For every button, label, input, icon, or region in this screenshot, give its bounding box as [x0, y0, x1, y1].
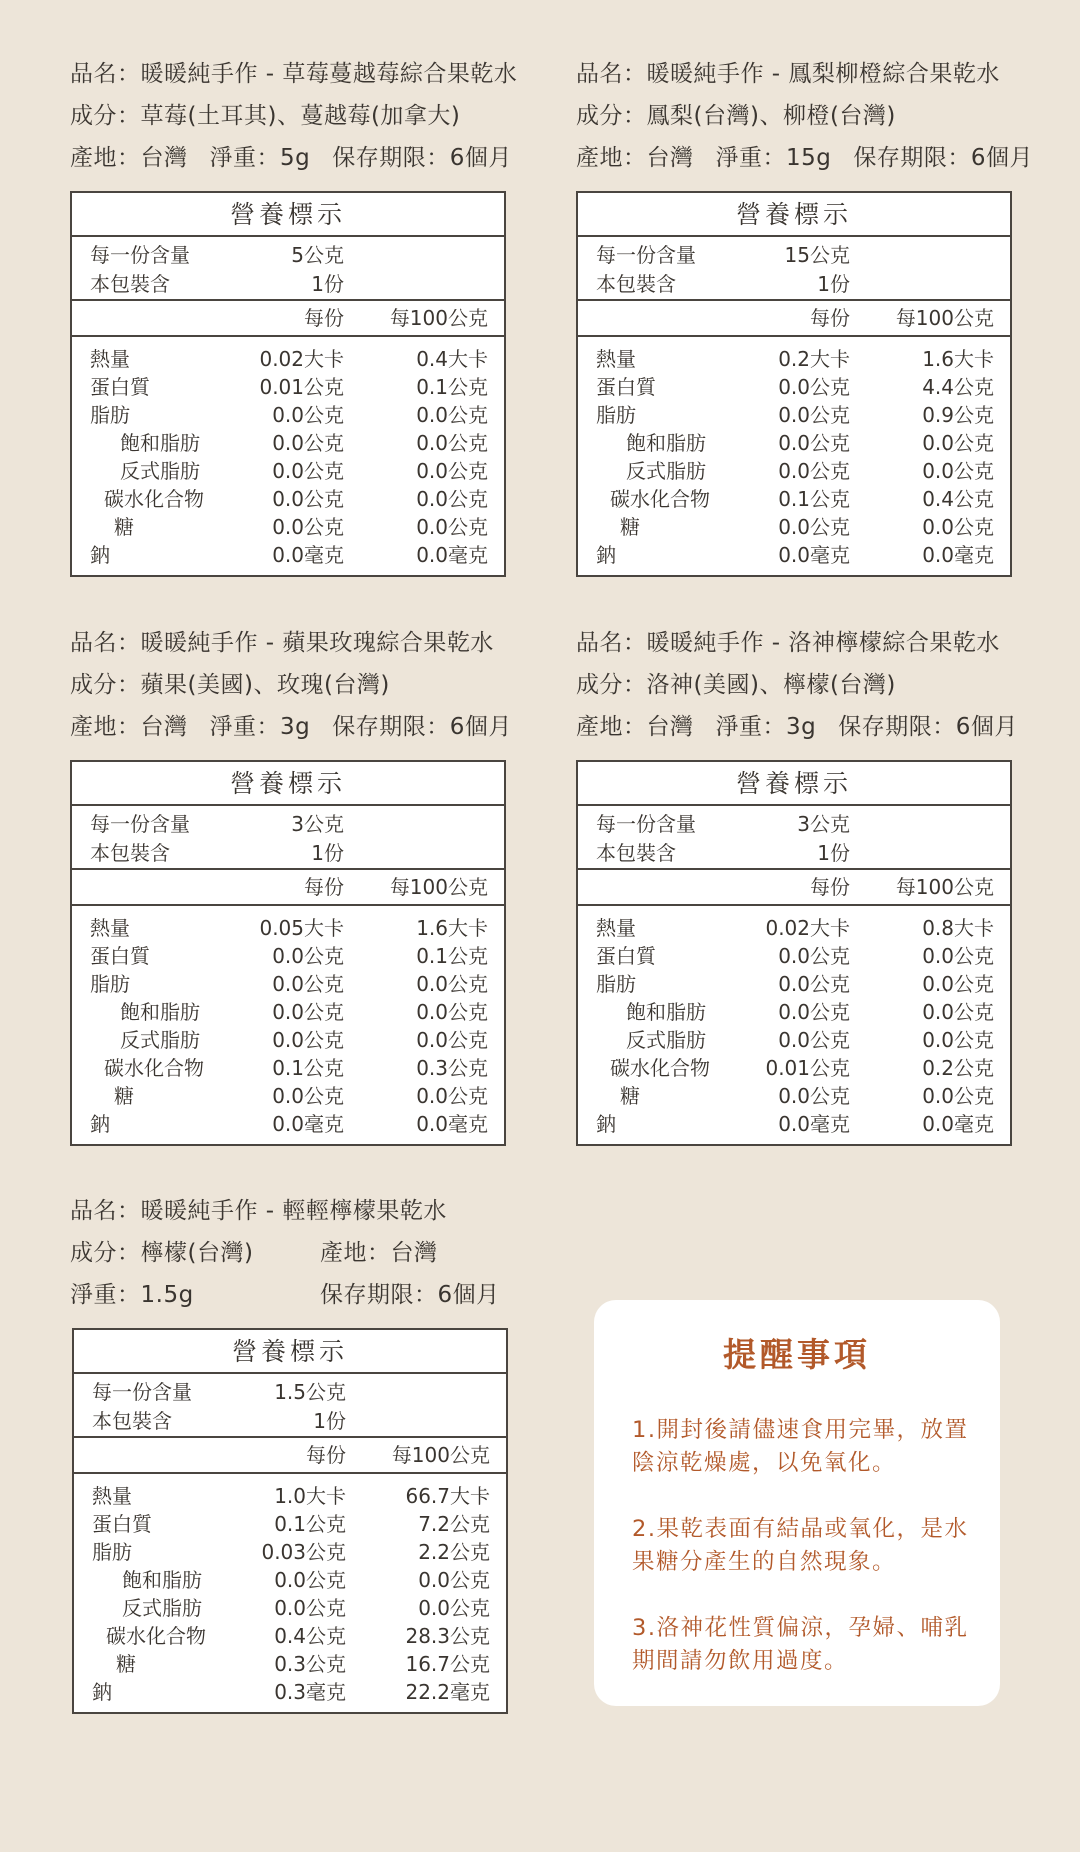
origin: 台灣: [140, 714, 188, 740]
ingredients-line: 成分：草莓(土耳其)、蔓越莓(加拿大): [70, 95, 517, 137]
panel-title: 營養標示: [72, 193, 504, 237]
row-protein: 蛋白質 0.0公克 0.1公克: [90, 944, 488, 968]
ingredients-origin-line: 成分：檸檬(台灣) 產地：台灣: [70, 1232, 500, 1274]
row-carbs: 碳水化合物 0.1公克 0.3公克: [104, 1056, 488, 1080]
row-sugar: 糖 0.0公克 0.0公克: [620, 1084, 994, 1108]
ingredients-line: 成分：蘋果(美國)、玫瑰(台灣): [70, 664, 512, 706]
net-weight: 15g: [786, 145, 832, 171]
nutrition-panel-pineapple-orange: 營養標示 每一份含量 15公克 本包裝含 1份 每份 每100公克 熱量 0.2大卡 1.6大卡 蛋白質 0.0公克 4.4公克 脂肪 0.0公克 0.9公克 飽和脂肪 0.0公克 0.0公克 反式脂肪 0.0公克 0.0公克 碳水化合物 0.1公克 0.4公克 糖 0.0公克 0.0公克 鈉 0.0毫克 0.0毫克: [576, 191, 1012, 577]
row-protein: 蛋白質 0.0公克 0.0公克: [596, 944, 994, 968]
row-calories: 熱量 0.05大卡 1.6大卡: [90, 916, 488, 940]
col-per-serving: 每份: [810, 306, 850, 330]
ingredients: 鳳梨(台灣)、柳橙(台灣): [646, 103, 896, 129]
servings-value: 1份: [817, 272, 850, 296]
col-per-100g: 每100公克: [895, 875, 994, 899]
nutrition-panel-apple-rose: 營養標示 每一份含量 3公克 本包裝含 1份 每份 每100公克 熱量 0.05大卡 1.6大卡 蛋白質 0.0公克 0.1公克 脂肪 0.0公克 0.0公克 飽和脂肪 0.0公克 0.0公克 反式脂肪 0.0公克 0.0公克 碳水化合物 0.1公克 0.3公克 糖 0.0公克 0.0公克 鈉 0.0毫克 0.0毫克: [70, 760, 506, 1146]
col-per-100g: 每100公克: [389, 875, 488, 899]
shelf-life: 6個月: [955, 714, 1018, 740]
row-sodium: 鈉 0.0毫克 0.0毫克: [596, 543, 994, 567]
reminder-tip-1: 1.開封後請儘速食用完畢，放置陰涼乾燥處，以免氧化。: [632, 1417, 969, 1476]
col-per-serving: 每份: [810, 875, 850, 899]
origin-weight-line: 產地：台灣 淨重：3g 保存期限：6個月: [70, 706, 512, 748]
panel-title: 營養標示: [578, 762, 1010, 806]
reminder-tip-2: 2.果乾表面有結晶或氧化，是水果糖分產生的自然現象。: [632, 1516, 969, 1575]
row-sat-fat: 飽和脂肪 0.0公克 0.0公克: [122, 1568, 490, 1592]
net-weight: 5g: [280, 145, 311, 171]
product-name-line: 品名：暖暖純手作 - 洛神檸檬綜合果乾水: [576, 622, 1018, 664]
row-sodium: 鈉 0.0毫克 0.0毫克: [90, 1112, 488, 1136]
row-fat: 脂肪 0.0公克 0.9公克: [596, 403, 994, 427]
servings-value: 1份: [311, 272, 344, 296]
row-calories: 熱量 1.0大卡 66.7大卡: [92, 1484, 490, 1508]
reminder-tip-3: 3.洛神花性質偏涼，孕婦、哺乳期間請勿飲用過度。: [632, 1615, 969, 1674]
net-weight: 3g: [280, 714, 311, 740]
origin-weight-line: 產地：台灣 淨重：3g 保存期限：6個月: [576, 706, 1018, 748]
net-weight: 1.5g: [140, 1282, 194, 1308]
panel-title: 營養標示: [578, 193, 1010, 237]
shelf-life: 6個月: [449, 145, 512, 171]
panel-title: 營養標示: [72, 762, 504, 806]
servings-value: 1份: [817, 841, 850, 865]
origin-weight-line: 產地：台灣 淨重：5g 保存期限：6個月: [70, 137, 517, 179]
servings-value: 1份: [311, 841, 344, 865]
origin: 台灣: [140, 145, 188, 171]
row-sodium: 鈉 0.3毫克 22.2毫克: [92, 1680, 490, 1704]
row-sugar: 糖 0.3公克 16.7公克: [116, 1652, 490, 1676]
row-sat-fat: 飽和脂肪 0.0公克 0.0公克: [120, 431, 488, 455]
nutrition-panel-roselle-lemon: 營養標示 每一份含量 3公克 本包裝含 1份 每份 每100公克 熱量 0.02大卡 0.8大卡 蛋白質 0.0公克 0.0公克 脂肪 0.0公克 0.0公克 飽和脂肪 0.0公克 0.0公克 反式脂肪 0.0公克 0.0公克 碳水化合物 0.01公克 0.2公克 糖 0.0公克 0.0公克 鈉 0.0毫克 0.0毫克: [576, 760, 1012, 1146]
shelf-life: 6個月: [437, 1282, 500, 1308]
row-fat: 脂肪 0.0公克 0.0公克: [596, 972, 994, 996]
servings-value: 1份: [313, 1409, 346, 1433]
serving-size-value: 5公克: [291, 243, 344, 267]
origin: 台灣: [390, 1240, 438, 1266]
row-trans-fat: 反式脂肪 0.0公克 0.0公克: [626, 1028, 994, 1052]
row-carbs: 碳水化合物 0.0公克 0.0公克: [104, 487, 488, 511]
row-sat-fat: 飽和脂肪 0.0公克 0.0公克: [626, 431, 994, 455]
row-sugar: 糖 0.0公克 0.0公克: [114, 1084, 488, 1108]
product-name-line: 品名：暖暖純手作 - 輕輕檸檬果乾水: [70, 1190, 500, 1232]
row-trans-fat: 反式脂肪 0.0公克 0.0公克: [122, 1596, 490, 1620]
row-sodium: 鈉 0.0毫克 0.0毫克: [596, 1112, 994, 1136]
ingredients: 洛神(美國)、檸檬(台灣): [646, 672, 896, 698]
row-sodium: 鈉 0.0毫克 0.0毫克: [90, 543, 488, 567]
col-per-100g: 每100公克: [389, 306, 488, 330]
origin: 台灣: [646, 714, 694, 740]
row-calories: 熱量 0.02大卡 0.8大卡: [596, 916, 994, 940]
weight-shelf-line: 淨重：1.5g 保存期限：6個月: [70, 1274, 500, 1316]
row-carbs: 碳水化合物 0.4公克 28.3公克: [106, 1624, 490, 1648]
row-sugar: 糖 0.0公克 0.0公克: [620, 515, 994, 539]
reminder-tips: [594, 1380, 1000, 1678]
col-per-serving: 每份: [306, 1443, 346, 1467]
row-fat: 脂肪 0.0公克 0.0公克: [90, 972, 488, 996]
row-sat-fat: 飽和脂肪 0.0公克 0.0公克: [626, 1000, 994, 1024]
serving-size-value: 3公克: [797, 812, 850, 836]
product-block-light-lemon: [70, 1190, 500, 1316]
product-block-strawberry-cranberry: [70, 53, 517, 179]
row-trans-fat: 反式脂肪 0.0公克 0.0公克: [120, 459, 488, 483]
product-name-line: 品名：暖暖純手作 - 鳳梨柳橙綜合果乾水: [576, 53, 1033, 95]
product-block-apple-rose: [70, 622, 512, 748]
row-calories: 熱量 0.2大卡 1.6大卡: [596, 347, 994, 371]
serving-size-value: 1.5公克: [274, 1380, 346, 1404]
row-protein: 蛋白質 0.1公克 7.2公克: [92, 1512, 490, 1536]
product-name-line: 品名：暖暖純手作 - 蘋果玫瑰綜合果乾水: [70, 622, 512, 664]
reminder-title: 提醒事項: [723, 1335, 871, 1374]
serving-size-value: 3公克: [291, 812, 344, 836]
origin: 台灣: [646, 145, 694, 171]
row-sugar: 糖 0.0公克 0.0公克: [114, 515, 488, 539]
ingredients: 草莓(土耳其)、蔓越莓(加拿大): [140, 103, 461, 129]
col-per-serving: 每份: [304, 875, 344, 899]
row-trans-fat: 反式脂肪 0.0公克 0.0公克: [120, 1028, 488, 1052]
row-protein: 蛋白質 0.0公克 4.4公克: [596, 375, 994, 399]
row-protein: 蛋白質 0.01公克 0.1公克: [90, 375, 488, 399]
product-name-line: 品名：暖暖純手作 - 草莓蔓越莓綜合果乾水: [70, 53, 517, 95]
shelf-life: 6個月: [970, 145, 1034, 171]
row-carbs: 碳水化合物 0.1公克 0.4公克: [610, 487, 994, 511]
panel-title: 營養標示: [74, 1330, 506, 1374]
net-weight: 3g: [786, 714, 817, 740]
col-per-serving: 每份: [304, 306, 344, 330]
ingredients: 蘋果(美國)、玫瑰(台灣): [140, 672, 390, 698]
product-name: 暖暖純手作 - 洛神檸檬綜合果乾水: [646, 630, 1000, 656]
product-name: 暖暖純手作 - 草莓蔓越莓綜合果乾水: [140, 61, 518, 87]
nutrition-panel-light-lemon: 營養標示 每一份含量 1.5公克 本包裝含 1份 每份 每100公克 熱量 1.0大卡 66.7大卡 蛋白質 0.1公克 7.2公克 脂肪 0.03公克 2.2公克 飽和脂肪 0.0公克 0.0公克 反式脂肪 0.0公克 0.0公克 碳水化合物 0.4公克 28.3公克 糖 0.3公克 16.7公克 鈉 0.3毫克 22.2毫克: [72, 1328, 508, 1714]
col-per-100g: 每100公克: [391, 1443, 490, 1467]
ingredients-line: 成分：洛神(美國)、檸檬(台灣): [576, 664, 1018, 706]
row-carbs: 碳水化合物 0.01公克 0.2公克: [610, 1056, 994, 1080]
col-per-100g: 每100公克: [895, 306, 994, 330]
product-name: 暖暖純手作 - 蘋果玫瑰綜合果乾水: [140, 630, 494, 656]
product-block-roselle-lemon: [576, 622, 1018, 748]
product-block-pineapple-orange: [576, 53, 1033, 179]
product-name: 暖暖純手作 - 鳳梨柳橙綜合果乾水: [646, 61, 1000, 87]
shelf-life: 6個月: [449, 714, 512, 740]
ingredients-line: 成分：鳳梨(台灣)、柳橙(台灣): [576, 95, 1033, 137]
product-name: 暖暖純手作 - 輕輕檸檬果乾水: [140, 1198, 447, 1224]
origin-weight-line: 產地：台灣 淨重：15g 保存期限：6個月: [576, 137, 1033, 179]
row-sat-fat: 飽和脂肪 0.0公克 0.0公克: [120, 1000, 488, 1024]
ingredients: 檸檬(台灣): [140, 1240, 254, 1266]
reminder-box: [594, 1300, 1000, 1706]
row-trans-fat: 反式脂肪 0.0公克 0.0公克: [626, 459, 994, 483]
row-fat: 脂肪 0.03公克 2.2公克: [92, 1540, 490, 1564]
row-fat: 脂肪 0.0公克 0.0公克: [90, 403, 488, 427]
row-calories: 熱量 0.02大卡 0.4大卡: [90, 347, 488, 371]
nutrition-panel-strawberry-cranberry: 營養標示 每一份含量 5公克 本包裝含 1份 每份 每100公克 熱量 0.02大卡 0.4大卡 蛋白質 0.01公克 0.1公克 脂肪 0.0公克 0.0公克 飽和脂肪 0.0公克 0.0公克 反式脂肪 0.0公克 0.0公克 碳水化合物 0.0公克 0.0公克 糖 0.0公克 0.0公克 鈉 0.0毫克 0.0毫克: [70, 191, 506, 577]
serving-size-value: 15公克: [784, 243, 850, 267]
